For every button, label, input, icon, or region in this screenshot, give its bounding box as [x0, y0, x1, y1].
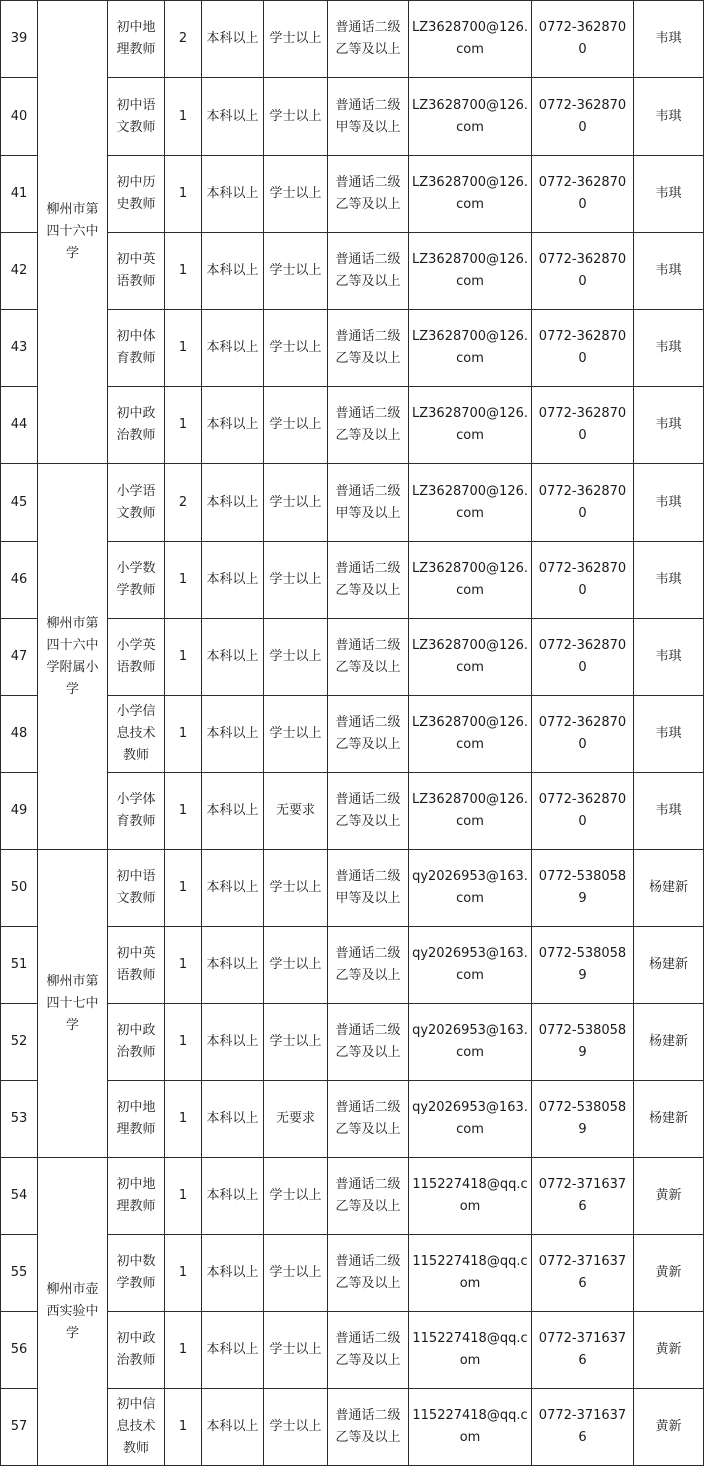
mandarin-cell: 普通话二级乙等及以上 [328, 542, 409, 619]
headcount-cell: 1 [165, 927, 202, 1004]
degree-cell: 学士以上 [264, 1, 328, 78]
degree-cell: 学士以上 [264, 1235, 328, 1312]
email-cell: 115227418@qq.com [409, 1389, 532, 1466]
position-cell: 初中政治教师 [108, 1312, 165, 1389]
education-cell: 本科以上 [202, 619, 264, 696]
contact-cell: 韦琪 [634, 542, 704, 619]
row-number: 41 [1, 156, 38, 233]
education-cell: 本科以上 [202, 387, 264, 464]
contact-cell: 杨建新 [634, 1004, 704, 1081]
contact-cell: 韦琪 [634, 696, 704, 773]
position-cell: 初中政治教师 [108, 1004, 165, 1081]
position-cell: 初中政治教师 [108, 387, 165, 464]
position-cell: 初中历史教师 [108, 156, 165, 233]
mandarin-cell: 普通话二级乙等及以上 [328, 1, 409, 78]
position-cell: 初中信息技术教师 [108, 1389, 165, 1466]
headcount-cell: 2 [165, 464, 202, 542]
position-cell: 初中语文教师 [108, 850, 165, 927]
table-row [1, 464, 704, 542]
contact-cell: 韦琪 [634, 387, 704, 464]
mandarin-cell: 普通话二级乙等及以上 [328, 1081, 409, 1158]
contact-cell: 韦琪 [634, 464, 704, 542]
degree-cell: 学士以上 [264, 78, 328, 156]
mandarin-cell: 普通话二级乙等及以上 [328, 1389, 409, 1466]
email-cell: qy2026953@163.com [409, 927, 532, 1004]
degree-cell: 学士以上 [264, 1312, 328, 1389]
table-body [1, 1, 704, 1466]
headcount-cell: 1 [165, 696, 202, 773]
phone-cell: 0772-3716376 [532, 1389, 634, 1466]
email-cell: LZ3628700@126.com [409, 773, 532, 850]
row-number: 53 [1, 1081, 38, 1158]
phone-cell: 0772-3628700 [532, 310, 634, 387]
headcount-cell: 1 [165, 1312, 202, 1389]
contact-cell: 韦琪 [634, 1, 704, 78]
phone-cell: 0772-5380589 [532, 1004, 634, 1081]
position-cell: 小学信息技术教师 [108, 696, 165, 773]
contact-cell: 韦琪 [634, 310, 704, 387]
school-name-cell: 柳州市第四十六中学 [38, 1, 108, 464]
table-row [1, 1, 704, 78]
position-cell: 小学体育教师 [108, 773, 165, 850]
education-cell: 本科以上 [202, 1081, 264, 1158]
education-cell: 本科以上 [202, 1389, 264, 1466]
headcount-cell: 1 [165, 773, 202, 850]
email-cell: qy2026953@163.com [409, 1081, 532, 1158]
degree-cell: 学士以上 [264, 464, 328, 542]
mandarin-cell: 普通话二级乙等及以上 [328, 1158, 409, 1235]
row-number: 42 [1, 233, 38, 310]
position-cell: 初中体育教师 [108, 310, 165, 387]
education-cell: 本科以上 [202, 542, 264, 619]
headcount-cell: 1 [165, 233, 202, 310]
education-cell: 本科以上 [202, 696, 264, 773]
education-cell: 本科以上 [202, 773, 264, 850]
degree-cell: 学士以上 [264, 233, 328, 310]
education-cell: 本科以上 [202, 156, 264, 233]
phone-cell: 0772-3628700 [532, 773, 634, 850]
position-cell: 初中数学教师 [108, 1235, 165, 1312]
headcount-cell: 1 [165, 387, 202, 464]
row-number: 50 [1, 850, 38, 927]
email-cell: LZ3628700@126.com [409, 233, 532, 310]
headcount-cell: 1 [165, 1004, 202, 1081]
education-cell: 本科以上 [202, 1312, 264, 1389]
education-cell: 本科以上 [202, 310, 264, 387]
school-name-cell: 柳州市第四十六中学附属小学 [38, 464, 108, 850]
headcount-cell: 1 [165, 1081, 202, 1158]
contact-cell: 杨建新 [634, 850, 704, 927]
email-cell: 115227418@qq.com [409, 1158, 532, 1235]
email-cell: qy2026953@163.com [409, 1004, 532, 1081]
contact-cell: 黄新 [634, 1158, 704, 1235]
mandarin-cell: 普通话二级乙等及以上 [328, 773, 409, 850]
education-cell: 本科以上 [202, 1, 264, 78]
position-cell: 初中地理教师 [108, 1081, 165, 1158]
headcount-cell: 1 [165, 850, 202, 927]
education-cell: 本科以上 [202, 850, 264, 927]
row-number: 57 [1, 1389, 38, 1466]
phone-cell: 0772-3628700 [532, 387, 634, 464]
row-number: 51 [1, 927, 38, 1004]
contact-cell: 黄新 [634, 1235, 704, 1312]
phone-cell: 0772-5380589 [532, 927, 634, 1004]
degree-cell: 无要求 [264, 1081, 328, 1158]
school-name-cell: 柳州市第四十七中学 [38, 850, 108, 1158]
mandarin-cell: 普通话二级乙等及以上 [328, 1235, 409, 1312]
education-cell: 本科以上 [202, 1235, 264, 1312]
row-number: 52 [1, 1004, 38, 1081]
row-number: 45 [1, 464, 38, 542]
headcount-cell: 1 [165, 1158, 202, 1235]
mandarin-cell: 普通话二级乙等及以上 [328, 156, 409, 233]
row-number: 55 [1, 1235, 38, 1312]
phone-cell: 0772-3628700 [532, 233, 634, 310]
email-cell: LZ3628700@126.com [409, 464, 532, 542]
school-name-cell: 柳州市壶西实验中学 [38, 1158, 108, 1466]
row-number: 40 [1, 78, 38, 156]
degree-cell: 学士以上 [264, 1389, 328, 1466]
phone-cell: 0772-3628700 [532, 464, 634, 542]
degree-cell: 无要求 [264, 773, 328, 850]
phone-cell: 0772-3716376 [532, 1312, 634, 1389]
contact-cell: 黄新 [634, 1312, 704, 1389]
position-cell: 小学数学教师 [108, 542, 165, 619]
degree-cell: 学士以上 [264, 1004, 328, 1081]
email-cell: LZ3628700@126.com [409, 542, 532, 619]
email-cell: LZ3628700@126.com [409, 387, 532, 464]
degree-cell: 学士以上 [264, 619, 328, 696]
mandarin-cell: 普通话二级甲等及以上 [328, 78, 409, 156]
phone-cell: 0772-3628700 [532, 696, 634, 773]
position-cell: 小学英语教师 [108, 619, 165, 696]
row-number: 56 [1, 1312, 38, 1389]
position-cell: 初中英语教师 [108, 927, 165, 1004]
email-cell: LZ3628700@126.com [409, 310, 532, 387]
mandarin-cell: 普通话二级乙等及以上 [328, 696, 409, 773]
mandarin-cell: 普通话二级甲等及以上 [328, 850, 409, 927]
mandarin-cell: 普通话二级乙等及以上 [328, 233, 409, 310]
phone-cell: 0772-5380589 [532, 850, 634, 927]
contact-cell: 韦琪 [634, 619, 704, 696]
phone-cell: 0772-3628700 [532, 542, 634, 619]
email-cell: LZ3628700@126.com [409, 78, 532, 156]
degree-cell: 学士以上 [264, 850, 328, 927]
education-cell: 本科以上 [202, 464, 264, 542]
headcount-cell: 1 [165, 78, 202, 156]
position-cell: 初中英语教师 [108, 233, 165, 310]
contact-cell: 黄新 [634, 1389, 704, 1466]
row-number: 46 [1, 542, 38, 619]
contact-cell: 韦琪 [634, 773, 704, 850]
education-cell: 本科以上 [202, 78, 264, 156]
phone-cell: 0772-3716376 [532, 1235, 634, 1312]
row-number: 43 [1, 310, 38, 387]
mandarin-cell: 普通话二级乙等及以上 [328, 1312, 409, 1389]
email-cell: LZ3628700@126.com [409, 156, 532, 233]
phone-cell: 0772-3716376 [532, 1158, 634, 1235]
headcount-cell: 1 [165, 310, 202, 387]
email-cell: 115227418@qq.com [409, 1235, 532, 1312]
degree-cell: 学士以上 [264, 156, 328, 233]
row-number: 39 [1, 1, 38, 78]
phone-cell: 0772-5380589 [532, 1081, 634, 1158]
position-cell: 初中地理教师 [108, 1, 165, 78]
degree-cell: 学士以上 [264, 310, 328, 387]
degree-cell: 学士以上 [264, 927, 328, 1004]
email-cell: LZ3628700@126.com [409, 1, 532, 78]
row-number: 44 [1, 387, 38, 464]
headcount-cell: 1 [165, 1389, 202, 1466]
row-number: 54 [1, 1158, 38, 1235]
degree-cell: 学士以上 [264, 1158, 328, 1235]
headcount-cell: 1 [165, 619, 202, 696]
contact-cell: 杨建新 [634, 927, 704, 1004]
mandarin-cell: 普通话二级乙等及以上 [328, 927, 409, 1004]
mandarin-cell: 普通话二级乙等及以上 [328, 387, 409, 464]
row-number: 48 [1, 696, 38, 773]
education-cell: 本科以上 [202, 927, 264, 1004]
headcount-cell: 1 [165, 1235, 202, 1312]
phone-cell: 0772-3628700 [532, 619, 634, 696]
position-cell: 小学语文教师 [108, 464, 165, 542]
headcount-cell: 1 [165, 542, 202, 619]
headcount-cell: 2 [165, 1, 202, 78]
email-cell: 115227418@qq.com [409, 1312, 532, 1389]
position-cell: 初中地理教师 [108, 1158, 165, 1235]
mandarin-cell: 普通话二级乙等及以上 [328, 310, 409, 387]
row-number: 47 [1, 619, 38, 696]
phone-cell: 0772-3628700 [532, 1, 634, 78]
education-cell: 本科以上 [202, 1004, 264, 1081]
phone-cell: 0772-3628700 [532, 78, 634, 156]
mandarin-cell: 普通话二级甲等及以上 [328, 464, 409, 542]
table-row [1, 850, 704, 927]
phone-cell: 0772-3628700 [532, 156, 634, 233]
mandarin-cell: 普通话二级乙等及以上 [328, 1004, 409, 1081]
contact-cell: 韦琪 [634, 78, 704, 156]
contact-cell: 韦琪 [634, 233, 704, 310]
degree-cell: 学士以上 [264, 696, 328, 773]
degree-cell: 学士以上 [264, 542, 328, 619]
table-row [1, 1158, 704, 1235]
email-cell: LZ3628700@126.com [409, 696, 532, 773]
education-cell: 本科以上 [202, 233, 264, 310]
education-cell: 本科以上 [202, 1158, 264, 1235]
contact-cell: 杨建新 [634, 1081, 704, 1158]
position-cell: 初中语文教师 [108, 78, 165, 156]
degree-cell: 学士以上 [264, 387, 328, 464]
headcount-cell: 1 [165, 156, 202, 233]
email-cell: LZ3628700@126.com [409, 619, 532, 696]
email-cell: qy2026953@163.com [409, 850, 532, 927]
mandarin-cell: 普通话二级乙等及以上 [328, 619, 409, 696]
contact-cell: 韦琪 [634, 156, 704, 233]
row-number: 49 [1, 773, 38, 850]
